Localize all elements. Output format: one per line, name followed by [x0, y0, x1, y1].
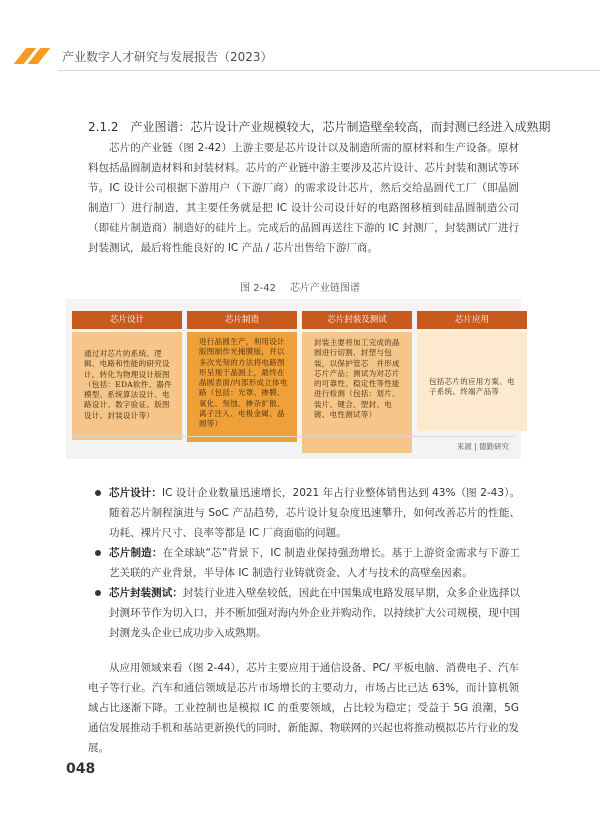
stage-packaging-testing: [302, 311, 412, 453]
stage-header: 芯片封装及测试: [302, 311, 412, 329]
bullet-item-manufacturing: [93, 543, 520, 583]
bullet-dot: [95, 550, 101, 556]
stage-description: 进行晶圆生产，利用设计版图制作光掩膜版，并以多次光刻的方法将电路图形呈现于晶圆上，最终在晶圆表面/内部形成立体电路（包括：光罩、掺膜、氧化、刻蚀、掺杂扩散、离子注入、电极金属、晶圆等）: [187, 332, 297, 442]
page-number: 048: [66, 761, 96, 777]
industry-chain-diagram: [66, 299, 521, 459]
bullet-dot: [95, 590, 101, 596]
stage-description: 包括芯片的应用方案、电子系统、终端产品等: [417, 332, 527, 431]
stage-chip-manufacturing: [187, 311, 297, 442]
bullet-text: 在全球缺“芯”背景下，IC 制造业保持强劲增长。基于上游资金需求与下游工艺关联的产业背景，半导体 IC 制造行业铸就资金、人才与技术的高壁垒因素。: [109, 547, 520, 579]
stage-description: 封装主要将加工完成的晶圆进行切割、封塑与包装，以保护管芯 并形成芯片产品；测试为对芯片的可靠性、稳定性等性能进行检测（包括：划片、装片、键合、塑封、电镀、电性测试等）: [302, 332, 412, 453]
bullet-text: IC 设计企业数量迅速增长，2021 年占行业整体销售达到 43%（图 2-43）。随着芯片制程演进与 SoC 产品趋势，芯片设计复杂度迅速攀升，如何改善芯片的性能、功耗、裸片尺寸、良率等都是 IC 厂商面临的问题。: [109, 487, 520, 539]
body-paragraph: 芯片的产业链（图 2-42）上游主要是芯片设计以及制造所需的原材料和生产设备。原材料包括晶圆制造材料和封装材料。芯片的产业链中游主要涉及芯片设计、芯片封装和测试等环节。IC 设计公司根据下游用户（下游厂商）的需求设计芯片，然后交给晶圆代工厂（即晶圆制造厂）进行制造，其主要任务就是把 IC 设计公司设计好的电路图移植到硅晶圆制造公司（即硅片制造商）制造好的硅片上。完成后的晶圆再送往下游的 IC 封测厂，封装测试厂进行封装测试，最后将性能良好的 IC 产品 / 芯片出售给下游厂商。: [88, 142, 519, 254]
running-header: [0, 40, 600, 70]
report-title: 产业数字人才研究与发展报告（2023）: [62, 50, 273, 64]
stage-header: 芯片设计: [72, 311, 182, 329]
stage-header: 芯片制造: [187, 311, 297, 329]
bullet-term: 芯片制造：: [109, 547, 163, 559]
bullet-item-design: [93, 483, 520, 543]
section-title: 产业图谱：芯片设计产业规模较大，芯片制造壁垒较高，而封测已经进入成熟期: [130, 120, 551, 134]
bullet-dot: [95, 490, 101, 496]
stage-chip-design: [72, 311, 182, 440]
section-heading: [88, 118, 551, 135]
figure-caption: [0, 279, 600, 294]
bullet-text: 封装行业进入壁垒较低，因此在中国集成电路发展早期，众多企业选择以封测环节作为切入口，并不断加强对海内外企业并购动作，以持续扩大公司规模，现中国封测龙头企业已成功步入成熟期。: [109, 587, 521, 639]
bullet-term: 芯片设计：: [109, 487, 163, 499]
figure-divider: [72, 436, 515, 437]
bullet-term: 芯片封装测试：: [109, 587, 183, 599]
figure-label: 图 2-42: [240, 283, 276, 294]
figure-source: 来源 | 德勤研究: [456, 442, 509, 451]
stage-header: 芯片应用: [417, 311, 527, 329]
figure-title: 芯片产业链图谱: [289, 283, 360, 294]
bullet-item-packaging: [93, 583, 520, 643]
stage-chip-application: [417, 311, 527, 431]
stage-description: 通过对芯片的系统、逻辑、电路和性能的研究设计，转化为物理设计版图（包括：EDA软件、器件模型、系统算法设计、电路设计、数字验证、版图设计、封装设计等）: [72, 332, 182, 440]
body-paragraph: 从应用领域来看（图 2-44），芯片主要应用于通信设备、PC/ 平板电脑、消费电子、汽车电子等行业。汽车和通信领域是芯片市场增长的主要动力，市场占比已达 63%，而计算机领域占比逐渐下降。工业控制也是模拟 IC 的重要领域，占比较为稳定；受益于 5G 浪潮，5G 通信发展推动手机和基站更新换代的同时，新能源、物联网的兴起也将推动模拟芯片行业的发展。: [88, 662, 519, 754]
section-number: 2.1.2: [88, 120, 119, 134]
header-divider: [58, 70, 600, 71]
